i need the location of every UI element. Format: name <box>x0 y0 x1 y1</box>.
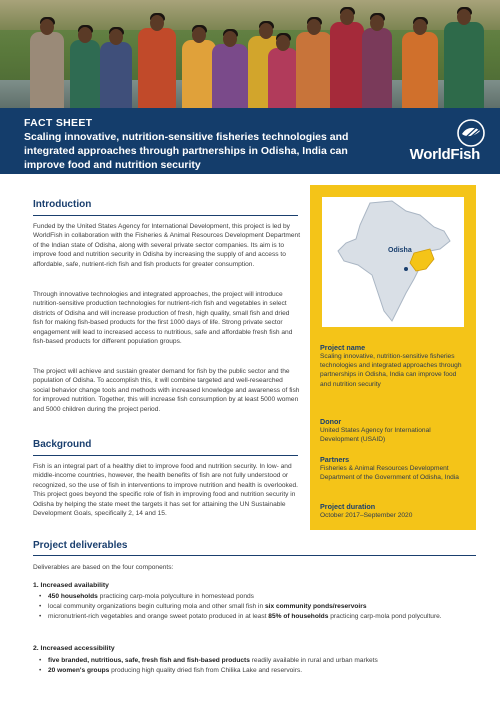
map-label-odisha: Odisha <box>388 247 412 254</box>
duration-text: October 2017–September 2020 <box>320 512 413 519</box>
fish-logo-icon <box>456 118 486 148</box>
project-name-heading: Project name <box>320 343 366 352</box>
project-name-text: Scaling innovative, nutrition-sensitive fisheries technologies and integrated approaches through partnerships in Odisha, India can improve food and nutrition security <box>320 353 462 388</box>
donor-heading: Donor <box>320 417 342 426</box>
component-1-heading: 1. Increased availability <box>33 582 109 589</box>
worldfish-logo <box>370 112 480 172</box>
background-rule <box>33 455 298 456</box>
intro-paragraph-1: Funded by the United States Agency for International Development, this project is led by WorldFish in collaboration with the Fisheries & Animal Resources Development Department of the Indian state of Odisha, along with several private sector companies. Its aim is to improve food and nutrition security in Odisha by increasing the supply of and access to affordable, safe, nutrient-rich fish and fish products for greater consumption. <box>33 223 301 268</box>
list-item: • 20 women's groups producing high quality dried fish from Chilika Lake and reservoirs. <box>48 666 478 675</box>
partners-text: Fisheries & Animal Resources Development Department of the Government of Odisha, India <box>320 465 459 482</box>
header-photo <box>0 0 500 108</box>
list-item: • local community organizations begin culturing mola and other small fish in six community ponds/reservoirs <box>48 602 478 611</box>
list-item: • micronutrient-rich vegetables and orange sweet potato produced in at least 85% of households practicing carp-mola pond polyculture. <box>48 612 478 621</box>
india-map <box>322 197 464 327</box>
background-heading: Background <box>33 439 92 450</box>
list-item: • 450 households practicing carp-mola polyculture in homestead ponds <box>48 592 478 601</box>
deliverables-rule <box>33 555 476 556</box>
intro-paragraph-2: Through innovative technologies and integrated approaches, the project will introduce nutrition-sensitive production technologies for nutrient-rich fish and vegetables in select districts of Odisha and will increase production of fresh, high quality, small fish and dried fish for making fish-based products for the first 1000 days of life. Strong private sector engagement will lead to increased access to nutritious, safe and affordable fresh fish and fish-based products for different population groups. <box>33 291 293 346</box>
duration-heading: Project duration <box>320 502 376 511</box>
project-info-panel <box>310 185 476 530</box>
introduction-rule <box>33 215 298 216</box>
logo-wordmark: WorldFish <box>409 146 480 163</box>
donor-text: United States Agency for International Development (USAID) <box>320 427 431 444</box>
introduction-heading: Introduction <box>33 199 92 210</box>
india-map-graphic <box>322 197 464 327</box>
background-paragraph: Fish is an integral part of a healthy diet to improve food and nutrition security. In low- and middle-income countries, however, the health benefits of fish are not fully understood or recognized, so the use of fish in interventions to improve nutrition and health is overlooked. This project goes beyond the specific role of fish in improving food and nutrition security in Odisha by helping the state meet the targets it has set for attaining the UN Sustainable Development Goals, specifically 2, 14 and 15. <box>33 463 299 518</box>
deliverables-heading: Project deliverables <box>33 540 128 551</box>
component-2-heading: 2. Increased accessibility <box>33 645 115 652</box>
intro-paragraph-3: The project will achieve and sustain greater demand for fish by the public sector and the population of Odisha. To accomplish this, it will combine targeted and well-researched social behavior change tools and methods with increased knowledge and awareness of fish for improved nutrition. Together, this will increase fish consumption by at least 5000 women and 5000 children during the project period. <box>33 368 300 413</box>
document-title: Scaling innovative, nutrition-sensitive fisheries technologies and integrated approaches through partnerships in Odisha, India can improve food and nutrition security <box>24 131 349 171</box>
deliverables-intro: Deliverables are based on the four components: <box>33 564 174 571</box>
fact-sheet-label: FACT SHEET <box>24 117 93 129</box>
list-item: • five branded, nutritious, safe, fresh fish and fish-based products readily available in rural and urban markets <box>48 656 478 665</box>
partners-heading: Partners <box>320 455 350 464</box>
